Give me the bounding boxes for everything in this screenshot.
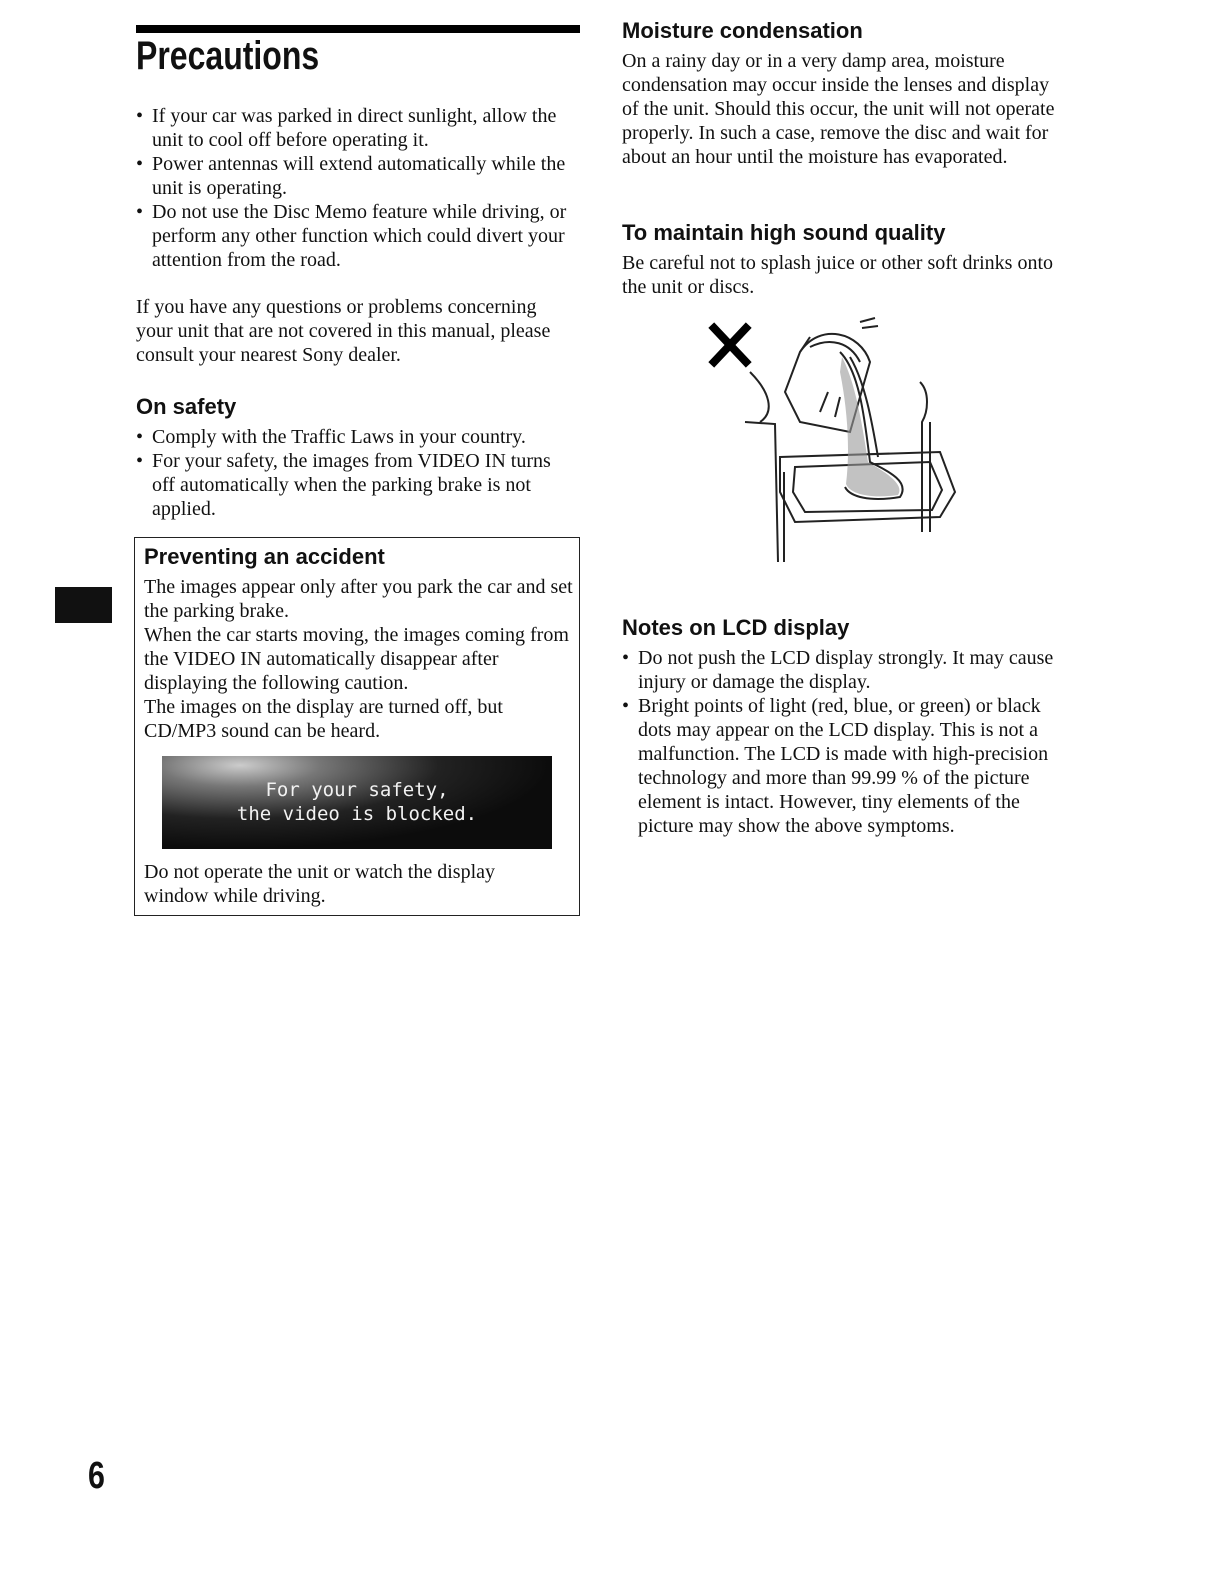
moisture-text: On a rainy day or in a very damp area, moisture condensation may occur inside the lenses and display of the unit. Should this occur, the unit will not operate properly. In such a case, remove the disc and wait for about an hour until the moisture has evaporated. xyxy=(622,50,1055,168)
list-item: • Comply with the Traffic Laws in your country. xyxy=(136,425,578,449)
safety-heading: On safety xyxy=(136,394,237,419)
title-rule xyxy=(136,25,580,33)
accident-paragraph: The images appear only after you park the car and set the parking brake. xyxy=(144,576,573,622)
caution-line: the video is blocked. xyxy=(236,803,478,825)
intro-paragraph: If you have any questions or problems concerning your unit that are not covered in this manual, please consult your nearest Sony dealer. xyxy=(136,296,551,366)
list-item: • If your car was parked in direct sunlight, allow the unit to cool off before operating it. xyxy=(136,104,578,152)
caution-screen xyxy=(162,756,552,849)
list-item: • Do not push the LCD display strongly. It may cause injury or damage the display. xyxy=(622,646,1062,694)
lcd-bullets xyxy=(622,646,1062,838)
accident-text xyxy=(144,575,574,743)
section-marker xyxy=(55,587,112,623)
intro-bullets xyxy=(136,104,578,272)
moisture-heading: Moisture condensation xyxy=(622,18,863,43)
caution-line: For your safety, xyxy=(265,779,449,801)
list-item: • Bright points of light (red, blue, or green) or black dots may appear on the LCD display. This is not a malfunction. The LCD is made with high-precision technology and more than 99.99 % of the picture element is intact. However, tiny elements of the picture may show the above symptoms. xyxy=(622,694,1062,838)
prohibited-x-icon xyxy=(714,328,746,362)
page-number: 6 xyxy=(88,1455,105,1497)
accident-paragraph: The images on the display are turned off, but CD/MP3 sound can be heard. xyxy=(144,696,503,742)
accident-paragraph: When the car starts moving, the images coming from the VIDEO IN automatically disappear after displaying the following caution. xyxy=(144,624,569,694)
spill-illustration xyxy=(700,312,970,568)
list-item: • Power antennas will extend automatically while the unit is operating. xyxy=(136,152,578,200)
sound-text: Be careful not to splash juice or other soft drinks onto the unit or discs. xyxy=(622,252,1054,298)
list-item: • Do not use the Disc Memo feature while driving, or perform any other function which could divert your attention from the road. xyxy=(136,200,578,272)
page-title: Precautions xyxy=(136,34,320,78)
lcd-heading: Notes on LCD display xyxy=(622,615,850,640)
sound-heading: To maintain high sound quality xyxy=(622,220,946,245)
accident-box xyxy=(134,537,580,916)
list-item: • For your safety, the images from VIDEO IN turns off automatically when the parking brake is not applied. xyxy=(136,449,578,521)
accident-heading: Preventing an accident xyxy=(144,544,385,569)
accident-footer: Do not operate the unit or watch the display window while driving. xyxy=(144,861,496,907)
safety-bullets xyxy=(136,425,578,521)
